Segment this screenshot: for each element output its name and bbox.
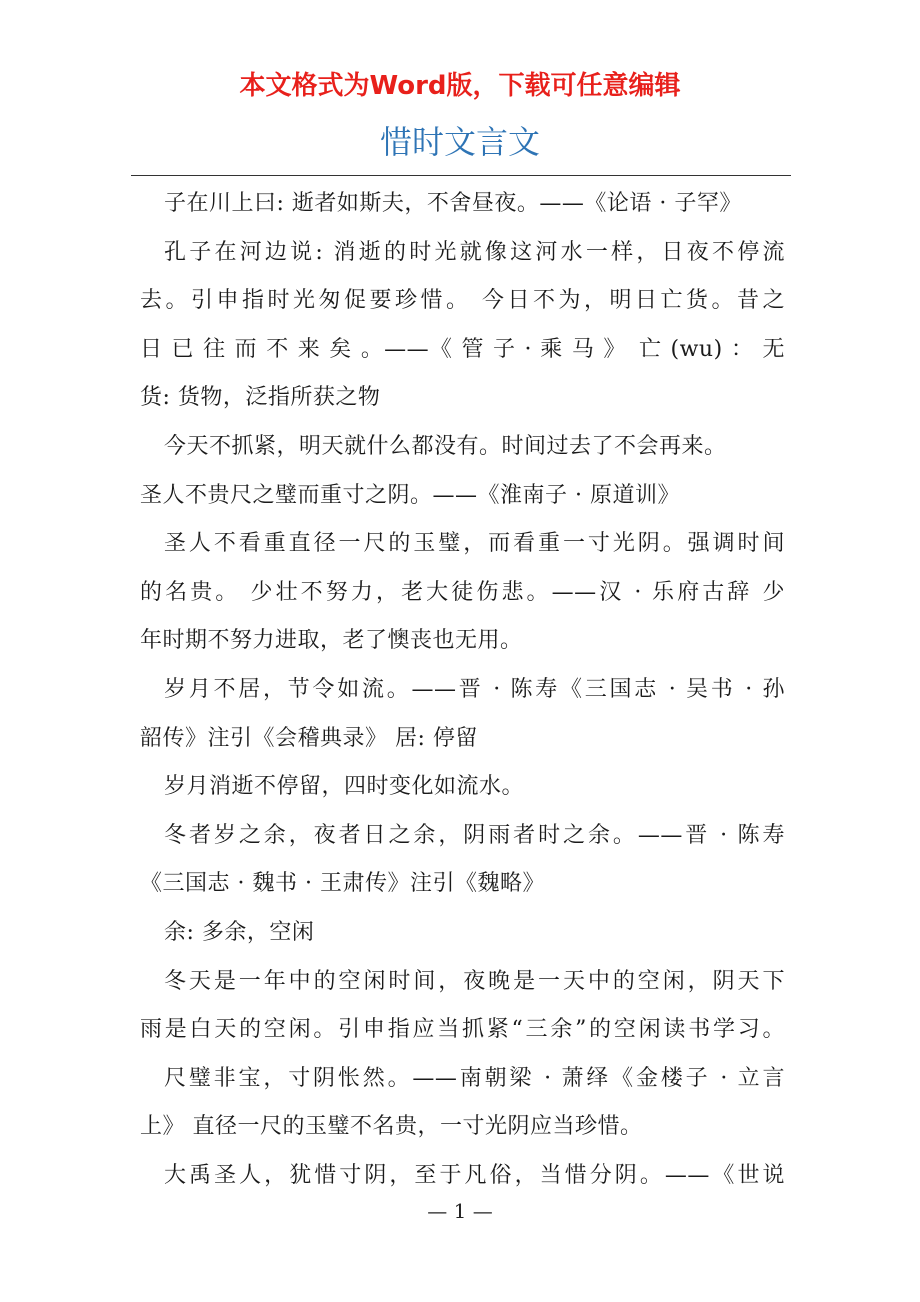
text-line: 岁月不居，节令如流。——晋 · 陈寿《三国志 · 吴书 · 孙 <box>164 676 785 702</box>
document-body <box>140 180 785 1200</box>
text-line: 岁月消逝不停留，四时变化如流水。 <box>164 774 525 800</box>
document-title: 惜时文言文 <box>379 123 540 161</box>
format-banner: 本文格式为Word版，下载可任意编辑 <box>239 71 681 101</box>
text-line: 尺璧非宝，寸阴怅然。——南朝梁 · 萧绎《金楼子 · 立言 <box>164 1065 785 1091</box>
text-line: 年时期不努力进取，老了懊丧也无用。 <box>140 628 523 654</box>
page-number: — 1 — <box>427 1199 493 1223</box>
text-line: 去。引申指时光匆促要珍惜。 今日不为，明日亡货。昔之 <box>140 288 785 314</box>
text-line: 圣人不看重直径一尺的玉璧，而看重一寸光阴。强调时间 <box>164 531 785 557</box>
text-line: 的名贵。 少壮不努力，老大徒伤悲。——汉 · 乐府古辞 少 <box>140 579 785 605</box>
text-line: 大禹圣人，犹惜寸阴，至于凡俗，当惜分阴。——《世说 <box>164 1162 785 1188</box>
title-divider <box>131 175 791 176</box>
text-line: 雨是白天的空闲。引申指应当抓紧“三余”的空闲读书学习。 <box>140 1017 785 1043</box>
text-line: 孔子在河边说: 消逝的时光就像这河水一样，日夜不停流 <box>164 239 785 265</box>
text-line: 冬天是一年中的空闲时间，夜晚是一天中的空闲，阴天下 <box>164 968 785 994</box>
text-line: 货: 货物，泛指所获之物 <box>140 385 381 411</box>
text-line: 余: 多余，空闲 <box>164 919 315 945</box>
text-line: 子在川上曰: 逝者如斯夫，不舍昼夜。——《论语 · 子罕》 <box>164 191 742 216</box>
text-line: 《三国志 · 魏书 · 王肃传》注引《魏略》 <box>140 871 545 897</box>
text-line: 今天不抓紧，明天就什么都没有。时间过去了不会再来。 <box>164 433 727 459</box>
text-line: 日 已 往 而 不 来 矣 。——《 管 子 · 乘 马 》 亡 (wu) ： 无 <box>140 336 785 362</box>
text-line: 冬者岁之余，夜者日之余，阴雨者时之余。——晋 · 陈寿 <box>164 822 785 848</box>
text-line: 上》 直径一尺的玉璧不名贵，一寸光阴应当珍惜。 <box>140 1114 643 1140</box>
text-line: 圣人不贵尺之璧而重寸之阴。——《淮南子 · 原道训》 <box>140 482 680 508</box>
text-line: 韶传》注引《会稽典录》 居: 停留 <box>140 725 478 751</box>
